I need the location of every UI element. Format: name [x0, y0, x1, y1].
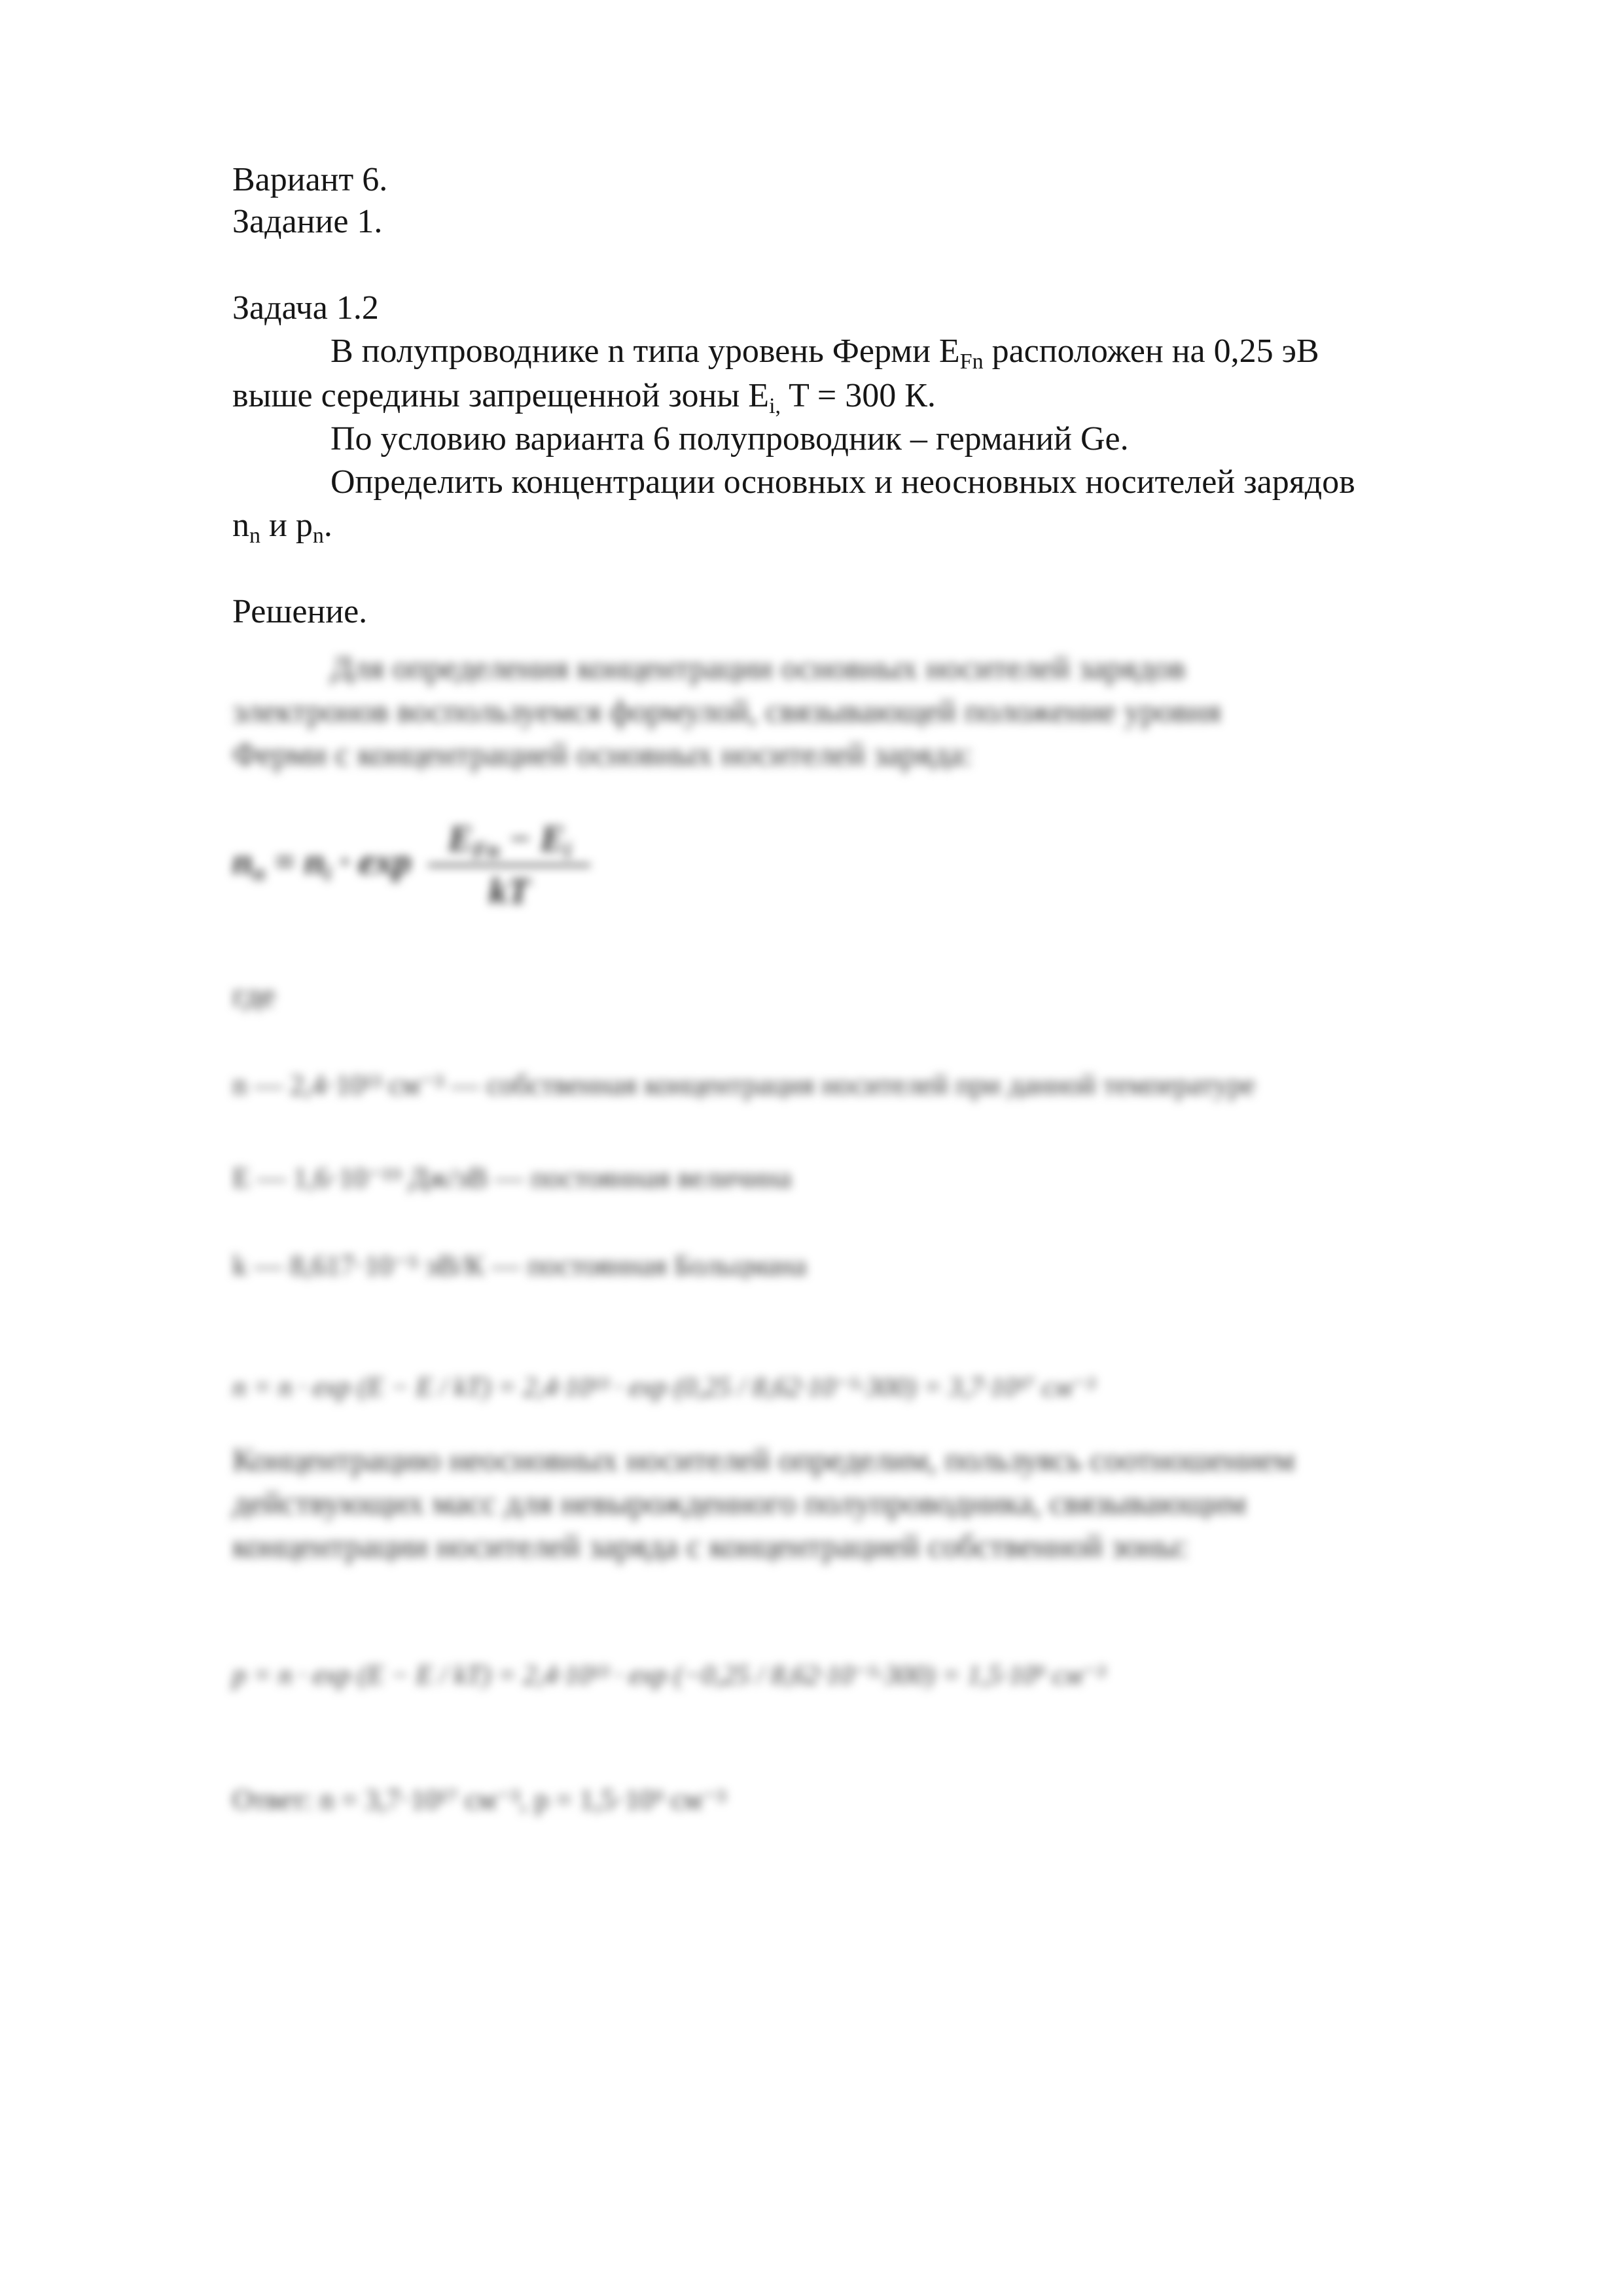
blurred-para-1-line-3: Ферми с концентрацией основных носителей заряда:	[232, 736, 972, 772]
blurred-def-1: n — 2,4·10¹³ см⁻³ — собственная концентрация носителей при данной температуре	[232, 1069, 1255, 1101]
blurred-para-2-line-1: Концентрацию неосновных носителей определим, пользуясь соотношением	[232, 1441, 1295, 1478]
blurred-para-1-line-2: электронов воспользуемся формулой, связывающей положение уровня	[232, 692, 1221, 729]
statement-line-5: $n_n$ и $p_n$.	[232, 507, 332, 548]
statement-line-2: выше середины запрещенной зоны $E_{i,}$ T = 300 К.	[232, 377, 936, 418]
blurred-para-1-line-1: Для определения концентрации основных носителей зарядов	[330, 649, 1186, 686]
blurred-formula-2: n = n · exp (E − E / kT) = 2,4·10¹³ · exp (0,25 / 8,62·10⁻⁵·300) = 3,7·10¹⁷ см⁻³	[232, 1372, 1095, 1403]
statement-line-1: В полупроводнике n типа уровень Ферми $E_{Fn}$ расположен на 0,25 эВ	[330, 332, 1319, 374]
formula-1-fraction: $\frac{E_{Fn} - E_i}{kT}$	[428, 818, 590, 912]
blurred-formula-1: $n_n = n_i \cdot \exp$ $\frac{E_{Fn} - E_i}{kT}$	[232, 818, 590, 912]
statement-line-3: По условию варианта 6 полупроводник – германий Ge.	[330, 420, 1129, 457]
statement-line-4: Определить концентрации основных и неосновных носителей зарядов	[330, 463, 1355, 501]
solution-heading: Решение.	[232, 593, 368, 630]
blurred-def-3: k — 8,617·10⁻⁵ эВ/К — постоянная Больцмана	[232, 1249, 807, 1282]
assignment-heading: Задание 1.	[232, 203, 383, 240]
blurred-answer: Ответ: n = 3,7·10¹⁷ см⁻³, p = 1,5·10⁹ см⁻³	[232, 1784, 726, 1816]
problem-title: Задача 1.2	[232, 289, 379, 327]
blurred-formula-3: p = n · exp (E − E / kT) = 2,4·10¹³ · exp (−0,25 / 8,62·10⁻⁵·300) = 1,5·10⁹ см⁻³	[232, 1660, 1105, 1691]
blurred-para-2-line-3: концентрации носителей заряда с концентрацией собственной зоны:	[232, 1528, 1189, 1564]
blurred-where: где	[232, 977, 276, 1013]
blurred-def-2: E — 1,6·10⁻¹⁹ Дж/эВ — постоянная величина	[232, 1162, 792, 1194]
blurred-para-2-line-2: действующих масс для невырожденного полупроводника, связывающим	[232, 1484, 1247, 1521]
variant-heading: Вариант 6.	[232, 161, 388, 198]
